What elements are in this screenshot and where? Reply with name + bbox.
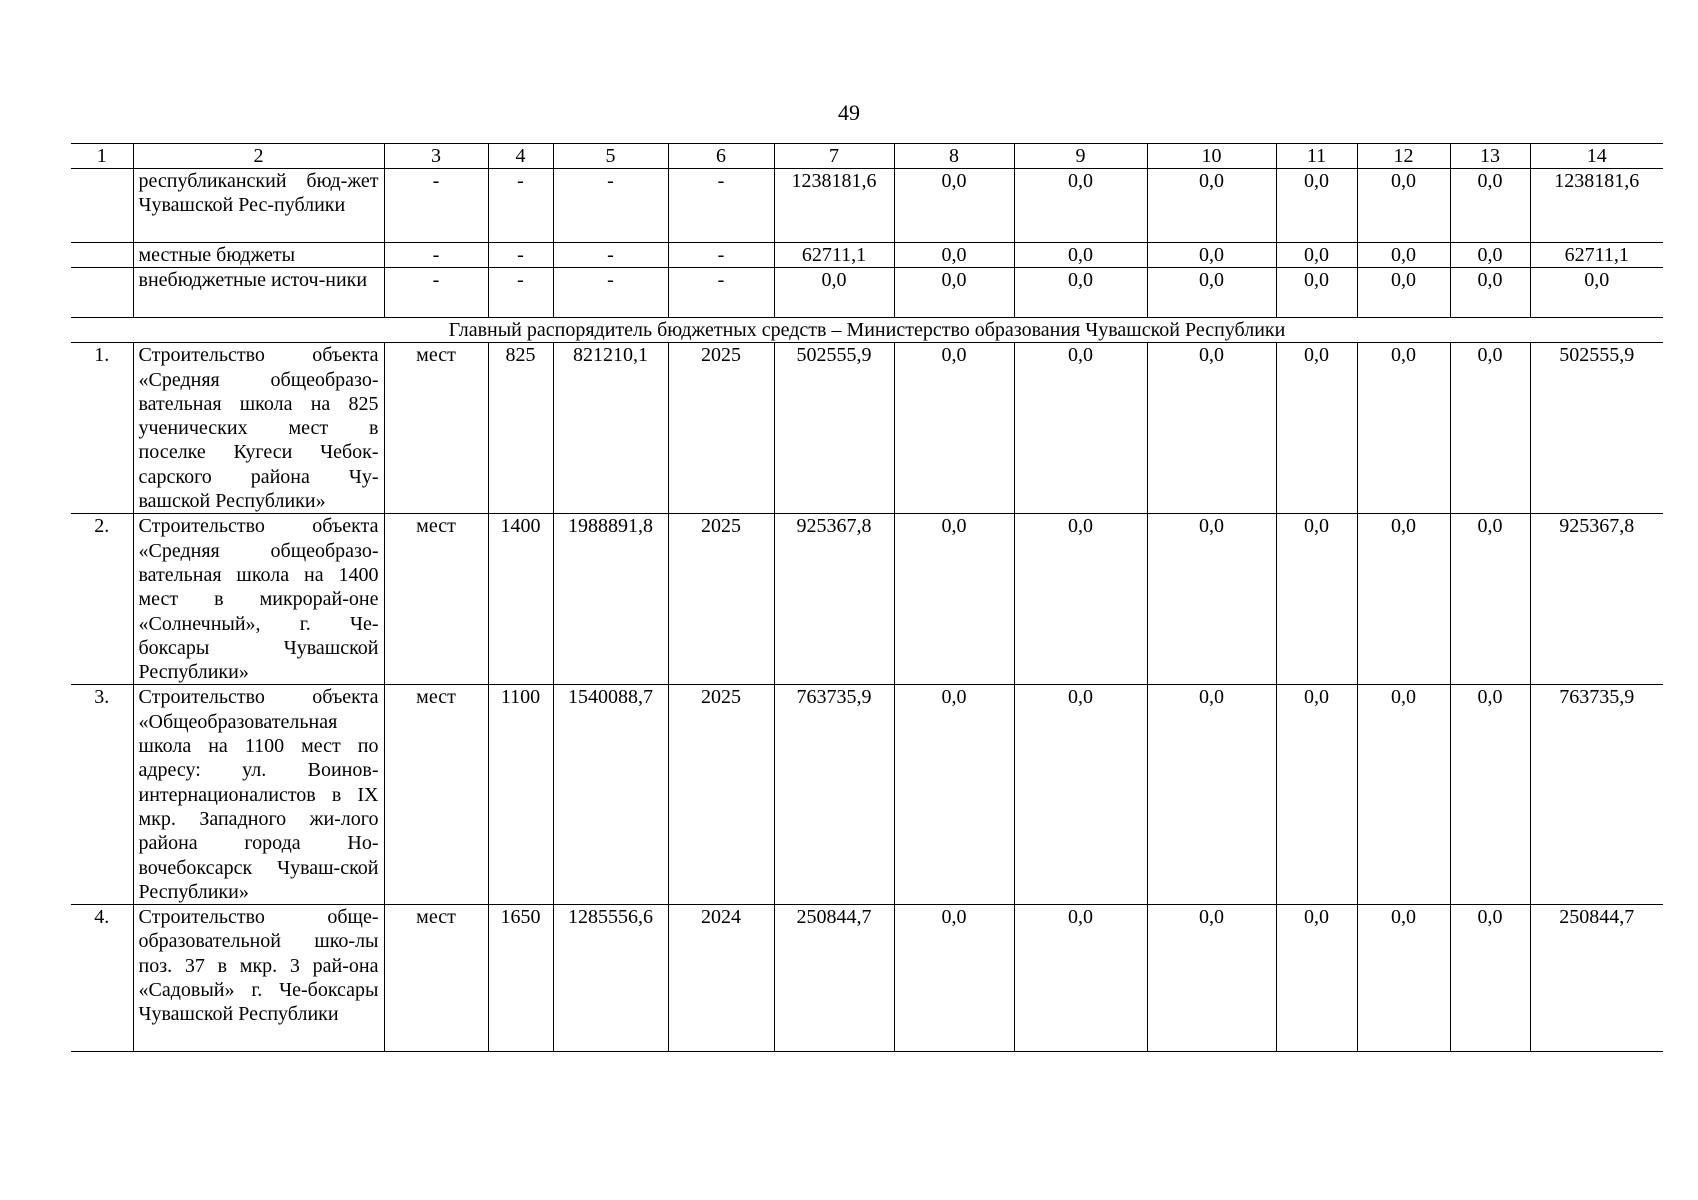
- year-cell: -: [668, 268, 774, 318]
- amount-cell: 0,0: [1276, 685, 1357, 905]
- amount-cell: 0,0: [1147, 268, 1276, 318]
- object-name: Строительство объекта «Общеобразовательная школа на 1100 мест по адресу: ул. Воинов-интернационалистов в IX мкр. Западного жи-лого района города Но-вочебоксарск Чуваш-ской Республики»: [133, 685, 384, 905]
- amount-cell: 0,0: [1450, 343, 1530, 514]
- total-cell: 1238181,6: [1530, 169, 1663, 243]
- capacity-cell: -: [488, 169, 553, 243]
- total-cell: 62711,1: [1530, 243, 1663, 268]
- object-row: [71, 514, 1663, 685]
- column-number: 4: [488, 144, 553, 169]
- column-number: 8: [894, 144, 1014, 169]
- funding-source-row: [71, 268, 1663, 318]
- cost-cell: -: [553, 243, 668, 268]
- amount-cell: 0,0: [1276, 514, 1357, 685]
- total-cell: 763735,9: [1530, 685, 1663, 905]
- amount-cell: 0,0: [1014, 343, 1147, 514]
- section-title: Главный распорядитель бюджетных средств – Министерство образования Чувашской Республики: [71, 318, 1663, 343]
- year-cell: 2025: [668, 343, 774, 514]
- year-cell: -: [668, 243, 774, 268]
- cost-cell: -: [553, 169, 668, 243]
- object-row: [71, 685, 1663, 905]
- amount-cell: 0,0: [1357, 685, 1450, 905]
- amount-cell: 250844,7: [774, 905, 894, 1052]
- column-number: 12: [1357, 144, 1450, 169]
- funding-source-name: республиканский бюд-жет Чувашской Рес-публики: [133, 169, 384, 243]
- column-number-row: [71, 144, 1663, 169]
- column-number: 7: [774, 144, 894, 169]
- row-number-cell: 3.: [71, 685, 133, 905]
- amount-cell: 0,0: [1276, 169, 1357, 243]
- amount-cell: 0,0: [1450, 685, 1530, 905]
- column-number: 9: [1014, 144, 1147, 169]
- object-name: Строительство обще-образовательной шко-лы поз. 37 в мкр. 3 рай-она «Садовый» г. Че-боксары Чувашской Республики: [133, 905, 384, 1052]
- capacity-cell: 825: [488, 343, 553, 514]
- capacity-cell: -: [488, 243, 553, 268]
- amount-cell: 0,0: [1450, 905, 1530, 1052]
- funding-source-row: [71, 243, 1663, 268]
- amount-cell: 0,0: [1147, 685, 1276, 905]
- total-cell: 502555,9: [1530, 343, 1663, 514]
- capacity-cell: 1400: [488, 514, 553, 685]
- amount-cell: 0,0: [1357, 514, 1450, 685]
- column-number: 6: [668, 144, 774, 169]
- unit-cell: мест: [384, 905, 488, 1052]
- amount-cell: 0,0: [1014, 685, 1147, 905]
- object-row: [71, 343, 1663, 514]
- row-number-cell: [71, 268, 133, 318]
- cost-cell: 821210,1: [553, 343, 668, 514]
- row-number-cell: 1.: [71, 343, 133, 514]
- amount-cell: 0,0: [1276, 243, 1357, 268]
- amount-cell: 0,0: [1450, 268, 1530, 318]
- funding-source-row: [71, 169, 1663, 243]
- amount-cell: 0,0: [1357, 343, 1450, 514]
- cost-cell: -: [553, 268, 668, 318]
- amount-cell: 0,0: [894, 169, 1014, 243]
- object-row: [71, 905, 1663, 1052]
- row-number-cell: [71, 243, 133, 268]
- amount-cell: 0,0: [1147, 243, 1276, 268]
- capacity-cell: -: [488, 268, 553, 318]
- amount-cell: 0,0: [1276, 905, 1357, 1052]
- amount-cell: 0,0: [1357, 243, 1450, 268]
- row-number-cell: 2.: [71, 514, 133, 685]
- amount-cell: 0,0: [1450, 243, 1530, 268]
- year-cell: 2024: [668, 905, 774, 1052]
- amount-cell: 1238181,6: [774, 169, 894, 243]
- unit-cell: -: [384, 243, 488, 268]
- column-number: 2: [133, 144, 384, 169]
- total-cell: 250844,7: [1530, 905, 1663, 1052]
- amount-cell: 0,0: [1357, 268, 1450, 318]
- capacity-cell: 1100: [488, 685, 553, 905]
- amount-cell: 0,0: [1450, 514, 1530, 685]
- amount-cell: 502555,9: [774, 343, 894, 514]
- amount-cell: 0,0: [1147, 169, 1276, 243]
- unit-cell: мест: [384, 685, 488, 905]
- funding-source-name: местные бюджеты: [133, 243, 384, 268]
- column-number: 10: [1147, 144, 1276, 169]
- cost-cell: 1285556,6: [553, 905, 668, 1052]
- amount-cell: 0,0: [1147, 514, 1276, 685]
- amount-cell: 0,0: [1147, 905, 1276, 1052]
- column-number: 13: [1450, 144, 1530, 169]
- amount-cell: 0,0: [1014, 905, 1147, 1052]
- year-cell: 2025: [668, 685, 774, 905]
- amount-cell: 0,0: [1276, 343, 1357, 514]
- amount-cell: 62711,1: [774, 243, 894, 268]
- page-number: 49: [838, 100, 860, 125]
- amount-cell: 0,0: [894, 905, 1014, 1052]
- row-number-cell: [71, 169, 133, 243]
- year-cell: -: [668, 169, 774, 243]
- amount-cell: 925367,8: [774, 514, 894, 685]
- budget-table: [71, 143, 1663, 1052]
- amount-cell: 0,0: [774, 268, 894, 318]
- amount-cell: 0,0: [1014, 514, 1147, 685]
- unit-cell: мест: [384, 343, 488, 514]
- amount-cell: 0,0: [1014, 243, 1147, 268]
- unit-cell: -: [384, 268, 488, 318]
- column-number: 1: [71, 144, 133, 169]
- column-number: 3: [384, 144, 488, 169]
- column-number: 5: [553, 144, 668, 169]
- amount-cell: 0,0: [1147, 343, 1276, 514]
- amount-cell: 0,0: [894, 514, 1014, 685]
- amount-cell: 0,0: [1357, 169, 1450, 243]
- cost-cell: 1988891,8: [553, 514, 668, 685]
- total-cell: 0,0: [1530, 268, 1663, 318]
- unit-cell: мест: [384, 514, 488, 685]
- amount-cell: 0,0: [1450, 169, 1530, 243]
- column-number: 11: [1276, 144, 1357, 169]
- total-cell: 925367,8: [1530, 514, 1663, 685]
- amount-cell: 0,0: [1014, 268, 1147, 318]
- year-cell: 2025: [668, 514, 774, 685]
- amount-cell: 0,0: [1357, 905, 1450, 1052]
- cost-cell: 1540088,7: [553, 685, 668, 905]
- amount-cell: 0,0: [894, 243, 1014, 268]
- unit-cell: -: [384, 169, 488, 243]
- amount-cell: 0,0: [1014, 169, 1147, 243]
- object-name: Строительство объекта «Средняя общеобразо-вательная школа на 825 ученических мест в поселке Кугеси Чебок-сарского района Чу-вашской Республики»: [133, 343, 384, 514]
- row-number-cell: 4.: [71, 905, 133, 1052]
- amount-cell: 0,0: [894, 343, 1014, 514]
- object-name: Строительство объекта «Средняя общеобразо-вательная школа на 1400 мест в микрорай-оне «Солнечный», г. Че-боксары Чувашской Республики»: [133, 514, 384, 685]
- amount-cell: 763735,9: [774, 685, 894, 905]
- column-number: 14: [1530, 144, 1663, 169]
- funding-source-name: внебюджетные источ-ники: [133, 268, 384, 318]
- amount-cell: 0,0: [894, 268, 1014, 318]
- section-header-row: [71, 318, 1663, 343]
- capacity-cell: 1650: [488, 905, 553, 1052]
- amount-cell: 0,0: [894, 685, 1014, 905]
- amount-cell: 0,0: [1276, 268, 1357, 318]
